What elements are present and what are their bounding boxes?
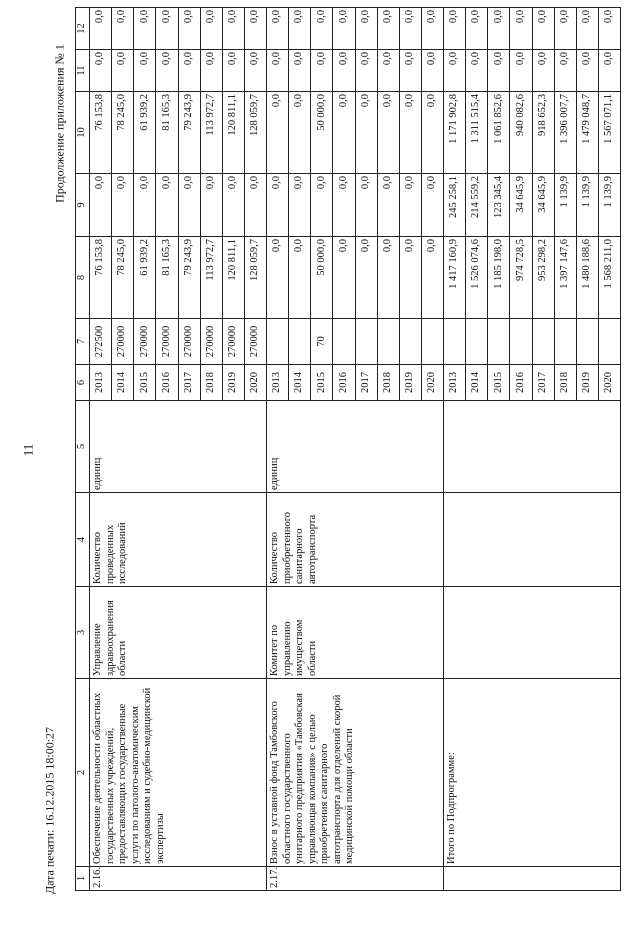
table-cell: 0,0 xyxy=(355,50,377,92)
table-cell: 1 568 211,0 xyxy=(598,237,620,319)
table-cell: 0,0 xyxy=(532,8,554,50)
table-cell: 974 728,5 xyxy=(510,237,532,319)
table-cell: 0,0 xyxy=(112,50,134,92)
table-cell: 0,0 xyxy=(598,50,620,92)
table-cell: 81 165,3 xyxy=(156,237,178,319)
table-cell: 2018 xyxy=(377,365,399,401)
table-cell: 61 939,2 xyxy=(134,92,156,174)
table-cell: 940 082,6 xyxy=(510,92,532,174)
table-cell: 2014 xyxy=(289,365,311,401)
page-number: 11 xyxy=(20,443,36,457)
table-row xyxy=(90,8,112,891)
table-cell: 0,0 xyxy=(90,50,112,92)
table-cell xyxy=(466,319,488,365)
table-cell: 2014 xyxy=(112,365,134,401)
table-cell: 0,0 xyxy=(200,174,222,237)
column-header: 7 xyxy=(76,319,90,365)
table-cell: 1 061 852,6 xyxy=(488,92,510,174)
table-cell: 81 165,3 xyxy=(156,92,178,174)
table-cell: 0,0 xyxy=(333,237,355,319)
table-cell: 0,0 xyxy=(200,8,222,50)
table-cell: 0,0 xyxy=(134,8,156,50)
table-cell: 2018 xyxy=(554,365,576,401)
appendix-note: Продолжение приложения № 1 xyxy=(52,44,67,203)
table-cell xyxy=(421,319,443,365)
table-cell: 0,0 xyxy=(399,8,421,50)
table-cell: 0,0 xyxy=(222,50,244,92)
table-cell: 0,0 xyxy=(267,237,289,319)
table-cell: 1 417 160,9 xyxy=(444,237,466,319)
column-header: 11 xyxy=(76,50,90,92)
column-header: 5 xyxy=(76,401,90,493)
table-cell: 0,0 xyxy=(576,50,598,92)
table-cell: 2019 xyxy=(222,365,244,401)
table-cell: 245 258,1 xyxy=(444,174,466,237)
row-unit: единиц xyxy=(267,401,444,493)
table-cell: 76 153,8 xyxy=(90,237,112,319)
table-cell: 76 153,8 xyxy=(90,92,112,174)
table-cell: 0,0 xyxy=(421,237,443,319)
table-cell: 0,0 xyxy=(554,8,576,50)
table-cell: 1 311 515,4 xyxy=(466,92,488,174)
table-cell: 0,0 xyxy=(421,8,443,50)
table-row xyxy=(267,8,289,891)
table-cell: 270000 xyxy=(178,319,200,365)
table-cell: 0,0 xyxy=(421,174,443,237)
table-cell: 0,0 xyxy=(377,237,399,319)
table-cell: 1 526 074,6 xyxy=(466,237,488,319)
table-cell: 2019 xyxy=(399,365,421,401)
table-cell: 0,0 xyxy=(333,50,355,92)
table-row xyxy=(444,8,466,891)
column-header: 9 xyxy=(76,174,90,237)
table-cell xyxy=(444,319,466,365)
table-cell: 0,0 xyxy=(156,50,178,92)
table-cell: 128 059,7 xyxy=(244,92,266,174)
table-cell: 123 345,4 xyxy=(488,174,510,237)
table-cell: 0,0 xyxy=(311,8,333,50)
table-cell: 1 396 007,7 xyxy=(554,92,576,174)
table-cell: 0,0 xyxy=(377,174,399,237)
table-cell: 78 245,0 xyxy=(112,92,134,174)
table-cell: 0,0 xyxy=(267,8,289,50)
column-header: 6 xyxy=(76,365,90,401)
table-cell: 0,0 xyxy=(244,8,266,50)
row-index xyxy=(444,867,621,891)
table-cell: 0,0 xyxy=(289,174,311,237)
table-cell xyxy=(355,319,377,365)
table-cell: 0,0 xyxy=(377,50,399,92)
table-cell: 128 059,7 xyxy=(244,237,266,319)
table-cell: 0,0 xyxy=(289,237,311,319)
column-header: 3 xyxy=(76,587,90,679)
print-date: Дата печати: 16.12.2015 18:00:27 xyxy=(42,726,57,895)
column-header: 10 xyxy=(76,92,90,174)
table-cell: 79 243,9 xyxy=(178,92,200,174)
table-cell: 0,0 xyxy=(554,50,576,92)
table-cell: 2015 xyxy=(311,365,333,401)
table-cell: 61 939,2 xyxy=(134,237,156,319)
table-cell: 272500 xyxy=(90,319,112,365)
column-header: 2 xyxy=(76,679,90,867)
table-cell: 2016 xyxy=(333,365,355,401)
row-indicator: Количество проведенных исследований xyxy=(90,493,267,587)
table-cell: 0,0 xyxy=(200,50,222,92)
table-cell: 1 479 048,7 xyxy=(576,92,598,174)
table-cell xyxy=(333,319,355,365)
column-header: 1 xyxy=(76,867,90,891)
table-cell: 0,0 xyxy=(355,237,377,319)
table-cell: 0,0 xyxy=(510,50,532,92)
table-cell: 0,0 xyxy=(311,174,333,237)
table-cell: 0,0 xyxy=(377,8,399,50)
table-cell: 0,0 xyxy=(399,92,421,174)
table-cell: 918 652,3 xyxy=(532,92,554,174)
table-cell: 0,0 xyxy=(355,8,377,50)
table-cell: 0,0 xyxy=(267,92,289,174)
table-cell: 2013 xyxy=(90,365,112,401)
table-cell: 2016 xyxy=(156,365,178,401)
program-table xyxy=(75,7,621,891)
row-index: 2.17. xyxy=(267,867,444,891)
table-cell: 0,0 xyxy=(333,174,355,237)
table-cell xyxy=(598,319,620,365)
column-header: 12 xyxy=(76,8,90,50)
table-cell xyxy=(554,319,576,365)
table-cell: 0,0 xyxy=(444,8,466,50)
table-cell: 214 559,2 xyxy=(466,174,488,237)
table-cell: 70 xyxy=(311,319,333,365)
table-cell: 270000 xyxy=(156,319,178,365)
table-cell: 0,0 xyxy=(178,50,200,92)
table-cell: 113 972,7 xyxy=(200,92,222,174)
table-cell: 2016 xyxy=(510,365,532,401)
table-cell: 2015 xyxy=(488,365,510,401)
table-cell: 270000 xyxy=(112,319,134,365)
table-cell: 0,0 xyxy=(444,50,466,92)
table-cell: 2020 xyxy=(598,365,620,401)
table-cell: 1 139,9 xyxy=(598,174,620,237)
table-cell: 2013 xyxy=(267,365,289,401)
table-cell: 2020 xyxy=(421,365,443,401)
table-cell: 0,0 xyxy=(178,8,200,50)
row-indicator xyxy=(444,493,621,587)
table-cell: 1 480 188,6 xyxy=(576,237,598,319)
table-cell: 0,0 xyxy=(399,174,421,237)
table-cell: 0,0 xyxy=(134,174,156,237)
table-cell: 1 139,9 xyxy=(554,174,576,237)
table-cell: 0,0 xyxy=(355,174,377,237)
table-cell: 0,0 xyxy=(333,8,355,50)
row-name: Взнос в уставной фонд Тамбовского областного государственного унитарного предприятия «Тамбовская управляющая компания» с целью приобретения санитарного автотранспорта для отделений скорой медицинской помощи области xyxy=(267,679,444,867)
row-executor xyxy=(444,587,621,679)
row-name: Итого по Подпрограмме: xyxy=(444,679,621,867)
table-cell: 270000 xyxy=(222,319,244,365)
table-cell: 0,0 xyxy=(90,174,112,237)
table-cell: 2017 xyxy=(178,365,200,401)
table-cell: 0,0 xyxy=(156,8,178,50)
table-cell: 2014 xyxy=(466,365,488,401)
table-cell: 2013 xyxy=(444,365,466,401)
row-index: 2.16. xyxy=(90,867,267,891)
table-cell: 0,0 xyxy=(355,92,377,174)
row-name: Обеспечение деятельности областных государственных учреждений, предоставляющих государственные услуги по патолого-анатомическим исследованиям и судебно-медицинской экспертизы xyxy=(90,679,267,867)
table-cell xyxy=(267,319,289,365)
table-body xyxy=(90,8,621,891)
table-cell: 1 139,9 xyxy=(576,174,598,237)
table-cell: 0,0 xyxy=(90,8,112,50)
table-cell: 2020 xyxy=(244,365,266,401)
table-cell: 0,0 xyxy=(289,8,311,50)
table-cell xyxy=(377,319,399,365)
table-cell: 0,0 xyxy=(421,92,443,174)
row-executor: Комитет по управлению имуществом области xyxy=(267,587,444,679)
row-indicator: Количество приобретенного санитарного автотранспорта xyxy=(267,493,444,587)
table-cell: 953 298,2 xyxy=(532,237,554,319)
header-row xyxy=(76,8,90,891)
table-cell: 0,0 xyxy=(333,92,355,174)
table-cell: 0,0 xyxy=(244,50,266,92)
table-cell: 79 243,9 xyxy=(178,237,200,319)
table-cell: 0,0 xyxy=(134,50,156,92)
table-cell: 0,0 xyxy=(399,50,421,92)
table-cell: 1 171 902,8 xyxy=(444,92,466,174)
row-unit xyxy=(444,401,621,493)
row-unit: единиц xyxy=(90,401,267,493)
rotated-document xyxy=(75,10,621,891)
row-executor: Управление здравоохранения области xyxy=(90,587,267,679)
table-cell: 113 972,7 xyxy=(200,237,222,319)
table-cell: 2017 xyxy=(532,365,554,401)
table-cell xyxy=(399,319,421,365)
table-cell xyxy=(576,319,598,365)
table-cell: 120 811,1 xyxy=(222,237,244,319)
table-cell: 2017 xyxy=(355,365,377,401)
table-cell xyxy=(532,319,554,365)
table-cell: 0,0 xyxy=(466,50,488,92)
table-cell: 50 000,0 xyxy=(311,92,333,174)
table-cell: 1 397 147,6 xyxy=(554,237,576,319)
table-cell: 1 185 198,0 xyxy=(488,237,510,319)
column-header: 4 xyxy=(76,493,90,587)
table-cell: 0,0 xyxy=(267,174,289,237)
table-cell: 1 567 071,1 xyxy=(598,92,620,174)
table-cell: 270000 xyxy=(134,319,156,365)
table-cell xyxy=(289,319,311,365)
table-cell: 0,0 xyxy=(244,174,266,237)
table-cell: 0,0 xyxy=(466,8,488,50)
table-cell: 0,0 xyxy=(178,174,200,237)
table-cell: 34 645,9 xyxy=(510,174,532,237)
table-cell xyxy=(488,319,510,365)
table-cell xyxy=(510,319,532,365)
table-cell: 0,0 xyxy=(112,8,134,50)
table-cell: 2019 xyxy=(576,365,598,401)
table-cell: 50 000,0 xyxy=(311,237,333,319)
table-cell: 0,0 xyxy=(222,8,244,50)
table-cell: 0,0 xyxy=(112,174,134,237)
table-cell: 0,0 xyxy=(421,50,443,92)
table-cell: 2018 xyxy=(200,365,222,401)
table-cell: 0,0 xyxy=(289,92,311,174)
table-cell: 34 645,9 xyxy=(532,174,554,237)
table-cell: 0,0 xyxy=(532,50,554,92)
table-cell: 0,0 xyxy=(267,50,289,92)
table-cell: 0,0 xyxy=(576,8,598,50)
table-cell: 0,0 xyxy=(222,174,244,237)
table-cell: 0,0 xyxy=(156,174,178,237)
table-cell: 0,0 xyxy=(311,50,333,92)
column-header: 8 xyxy=(76,237,90,319)
table-cell: 0,0 xyxy=(289,50,311,92)
table-cell: 78 245,0 xyxy=(112,237,134,319)
table-cell: 0,0 xyxy=(399,237,421,319)
table-cell: 0,0 xyxy=(488,50,510,92)
table-cell: 0,0 xyxy=(598,8,620,50)
table-cell: 270000 xyxy=(200,319,222,365)
table-cell: 120 811,1 xyxy=(222,92,244,174)
table-cell: 270000 xyxy=(244,319,266,365)
table-cell: 2015 xyxy=(134,365,156,401)
table-cell: 0,0 xyxy=(377,92,399,174)
table-cell: 0,0 xyxy=(510,8,532,50)
table-cell: 0,0 xyxy=(488,8,510,50)
